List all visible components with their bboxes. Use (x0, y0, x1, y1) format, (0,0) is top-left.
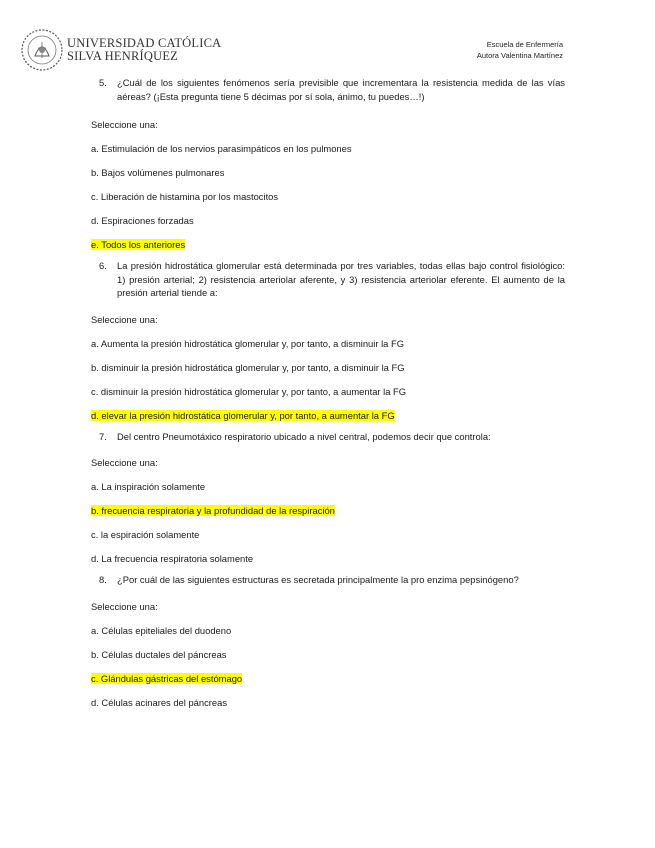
question-8 (91, 573, 565, 587)
option-q6-b[interactable]: b. disminuir la presión hidrostática glomerular y, por tanto, a disminuir la FG (91, 361, 405, 373)
university-name (67, 37, 221, 63)
question-text: ¿Cuál de los siguientes fenómenos sería previsible que incrementara la resistencia medida de las vías aéreas? (¡Esta pregunta tiene 5 décimas por sí sola, ánimo, tu puedes…!) (117, 77, 565, 102)
option-q7-a[interactable]: a. La inspiración solamente (91, 481, 206, 492)
question-6 (91, 259, 565, 300)
select-prompt: Seleccione una: (91, 457, 158, 468)
university-seal-icon (20, 28, 64, 72)
question-text: Del centro Pneumotáxico respiratorio ubicado a nivel central, podemos decir que controla: (117, 430, 491, 442)
option-q8-d[interactable]: d. Células acinares del páncreas (91, 696, 228, 708)
option-q6-a[interactable]: a. Aumenta la presión hidrostática glomerular y, por tanto, a disminuir la FG (91, 337, 404, 349)
select-prompt: Seleccione una: (91, 313, 158, 325)
author-name: Autora Valentina Martínez (476, 51, 563, 60)
option-q7-d[interactable]: d. La frecuencia respiratoria solamente (91, 553, 254, 564)
option-q7-c[interactable]: c. la espiración solamente (91, 529, 200, 540)
select-prompt: Seleccione una: (91, 119, 158, 130)
option-q5-a[interactable]: a. Estimulación de los nervios parasimpáticos en los pulmones (91, 143, 352, 154)
header-info (477, 39, 563, 61)
option-q8-c-highlighted[interactable]: c. Glándulas gástricas del estómago (91, 672, 243, 684)
question-number: 6. (99, 260, 107, 271)
option-q8-b[interactable]: b. Células ductales del páncreas (91, 648, 227, 660)
option-q8-a[interactable]: a. Células epiteliales del duodeno (91, 624, 232, 636)
option-q7-b-highlighted[interactable]: b. frecuencia respiratoria y la profundidad de la respiración (91, 505, 335, 516)
option-q5-c[interactable]: c. Liberación de histamina por los mastocitos (91, 191, 279, 202)
university-name-line2: SILVA HENRÍQUEZ (67, 49, 178, 63)
option-q6-c[interactable]: c. disminuir la presión hidrostática glomerular y, por tanto, a aumentar la FG (91, 385, 407, 397)
question-text: La presión hidrostática glomerular está determinada por tres variables, todas ellas bajo control fisiológico: 1) presión arterial; 2) resistencia arteriolar aferente, y 3) resistencia arteriolar eferente. El aumento de la presión arterial tiende a: (117, 260, 565, 298)
school-name: Escuela de Enfermería (486, 40, 563, 49)
option-q6-d-highlighted[interactable]: d. elevar la presión hidrostática glomerular y, por tanto, a aumentar la FG (91, 409, 395, 421)
question-7 (91, 430, 565, 444)
question-number: 5. (99, 77, 107, 88)
option-q5-d[interactable]: d. Espiraciones forzadas (91, 215, 194, 226)
option-q5-b[interactable]: b. Bajos volúmenes pulmonares (91, 167, 225, 178)
page-header (0, 0, 655, 80)
question-text: ¿Por cuál de las siguientes estructuras es secretada principalmente la pro enzima pepsinógeno? (117, 574, 519, 585)
select-prompt: Seleccione una: (91, 600, 158, 612)
option-q5-e-highlighted[interactable]: e. Todos los anteriores (91, 239, 186, 250)
quiz-content (91, 76, 565, 709)
question-number: 8. (99, 574, 107, 585)
question-number: 7. (99, 430, 107, 442)
university-name-line1: UNIVERSIDAD CATÓLICA (67, 36, 222, 50)
question-5 (91, 76, 565, 103)
